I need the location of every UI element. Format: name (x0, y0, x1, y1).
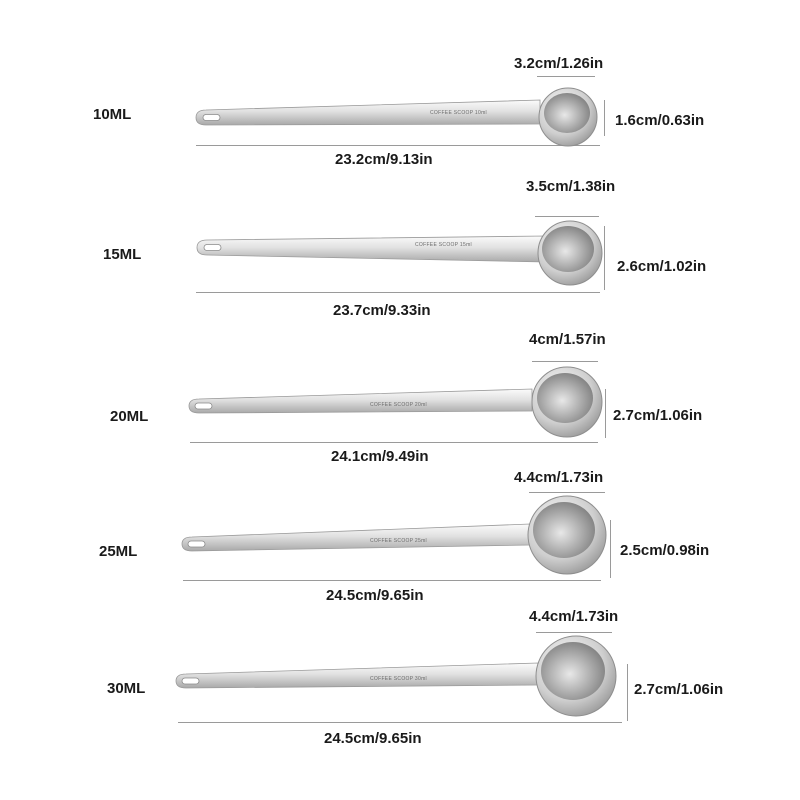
capacity-label: 30ML (107, 680, 146, 697)
depth-label: 1.6cm/0.63in (615, 112, 705, 129)
depth-label: 2.7cm/1.06in (613, 407, 703, 424)
handle-stamp: COFFEE SCOOP 25ml (370, 538, 427, 544)
top-width-label: 4.4cm/1.73in (529, 608, 619, 625)
capacity-label: 10ML (93, 106, 132, 123)
length-label: 24.1cm/9.49in (331, 448, 429, 465)
top-width-label: 4.4cm/1.73in (514, 469, 604, 486)
capacity-label: 20ML (110, 408, 149, 425)
handle-stamp: COFFEE SCOOP 30ml (370, 676, 427, 682)
length-label: 23.2cm/9.13in (335, 151, 433, 168)
top-width-label: 3.2cm/1.26in (514, 55, 604, 72)
handle-stamp: COFFEE SCOOP 10ml (430, 110, 487, 116)
handle-stamp: COFFEE SCOOP 20ml (370, 402, 427, 408)
depth-label: 2.6cm/1.02in (617, 258, 707, 275)
length-label: 24.5cm/9.65in (326, 587, 424, 604)
depth-label: 2.7cm/1.06in (634, 681, 724, 698)
capacity-label: 15ML (103, 246, 142, 263)
top-width-label: 3.5cm/1.38in (526, 178, 616, 195)
depth-label: 2.5cm/0.98in (620, 542, 710, 559)
top-width-label: 4cm/1.57in (529, 331, 606, 348)
capacity-label: 25ML (99, 543, 138, 560)
length-label: 23.7cm/9.33in (333, 302, 431, 319)
length-label: 24.5cm/9.65in (324, 730, 422, 747)
handle-stamp: COFFEE SCOOP 15ml (415, 242, 472, 248)
